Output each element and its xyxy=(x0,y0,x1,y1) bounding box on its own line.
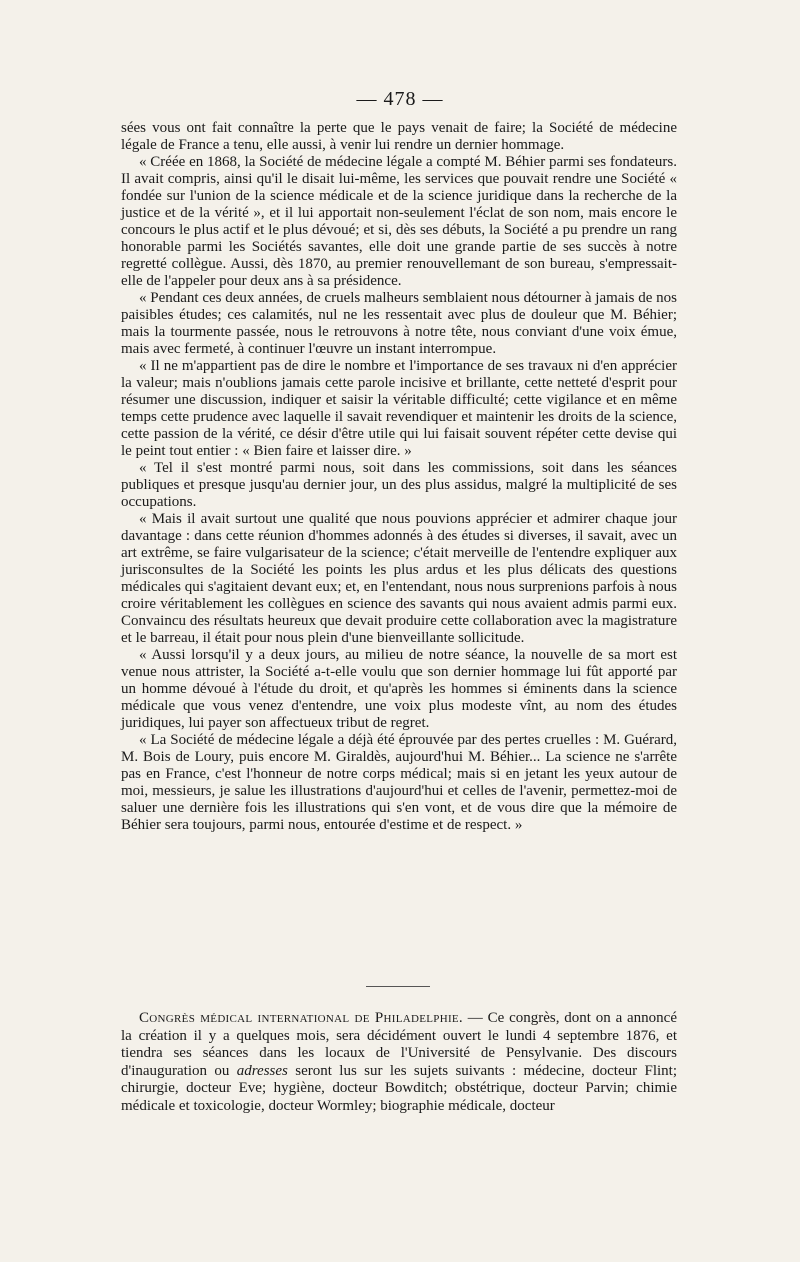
paragraph: « Tel il s'est montré parmi nous, soit dans les commissions, soit dans les séances publiques et presque jusqu'au dernier jour, un des plus assidus, malgré la multiplicité de ses occupations. xyxy=(121,460,677,510)
paragraph: « Aussi lorsqu'il y a deux jours, au milieu de notre séance, la nouvelle de sa mort est venue nous attrister, la Société a-t-elle voulu que son dernier hommage lui fût apporté par un homme dévoué à l'étude du droit, et qu'après les hommes si éminents dans la science médicale que vous venez d'entendre, une voix plus modeste vînt, au nom des études juridiques, lui payer son affectueux tribut de regret. xyxy=(121,647,677,731)
congres-heading: Congrès médical international de Philadelphie. xyxy=(139,1010,463,1026)
congres-text-before: Ce congrès, dont on a annoncé la création il y a quelques mois, sera décidément ouvert le lundi 4 septembre 1876, et tiendra ses séances dans les locaux de l'Université de Pensylvanie. Des discours d'inauguration ou xyxy=(121,1010,678,1079)
paragraph: « Pendant ces deux années, de cruels malheurs semblaient nous détourner à jamais de nos paisibles études; ces calamités, nul ne les ressentait avec plus de douleur que M. Béhier; mais la tourmente passée, nous le retrouvons à notre tête, nous conviant d'une voix émue, mais avec fermeté, à continuer l'œuvre un instant interrompue. xyxy=(121,290,677,357)
paragraph: sées vous ont fait connaître la perte que le pays venait de faire; la Société de médecine légale de France a tenu, elle aussi, à venir lui rendre un dernier hommage. xyxy=(121,120,677,153)
congres-paragraph xyxy=(121,1010,677,1115)
congres-text-after: seront lus sur les sujets suivants : médecine, docteur Flint; chirurgie, docteur Eve; hygiène, docteur Bowditch; obstétrique, docteur Parvin; chimie médicale et toxicologie, docteur Wormley; biographie médicale, docteur xyxy=(121,1062,677,1114)
page-number: — 478 — xyxy=(356,88,444,110)
paragraph: « La Société de médecine légale a déjà été éprouvée par des pertes cruelles : M. Guérard, M. Bois de Loury, puis encore M. Giraldès, aujourd'hui M. Béhier... La science ne s'arrête pas en France, c'est l'honneur de notre corps médical; mais si en jetant les yeux autour de moi, messieurs, je salue les illustrations d'aujourd'hui et celles de l'avenir, permettez-moi de saluer une dernière fois les illustrations qui s'en vont, et de vous dire que la mémoire de Béhier sera toujours, parmi nous, entourée d'estime et de respect. » xyxy=(121,732,677,833)
section-separator xyxy=(366,986,430,987)
obituary-text xyxy=(121,120,677,834)
congres-dash: — xyxy=(462,1010,488,1026)
congres-section xyxy=(121,1010,677,1115)
congres-italic: adresses xyxy=(236,1062,288,1079)
paragraph: « Il ne m'appartient pas de dire le nombre et l'importance de ses travaux ni d'en apprécier la valeur; mais n'oublions jamais cette parole incisive et brillante, cette netteté d'esprit pour résumer une discussion, indiquer et saisir la véritable difficulté; cette vigilance et en même temps cette prudence avec laquelle il savait revendiquer et maintenir les droits de la science, cette passion de la vérité, ce désir d'être utile qui lui faisait souvent répéter cette devise qui le peint tout entier : « Bien faire et laisser dire. » xyxy=(121,358,677,459)
paragraph: « Mais il avait surtout une qualité que nous pouvions apprécier et admirer chaque jour davantage : dans cette réunion d'hommes adonnés à des études si diverses, il savait, avec un art extrême, se faire vulgarisateur de la science; c'était merveille de l'entendre expliquer aux jurisconsultes de la Société les points les plus ardus et les plus délicats des questions médicales qui s'agitaient devant eux; et, en l'entendant, nous nous surprenions parfois à nous croire véritablement les collègues en science des savants qui nous avaient admis parmi eux. Convaincu des résultats heureux que devait produire cette collaboration avec la magistrature et le barreau, il était pour nous plein d'une bienveillante sollicitude. xyxy=(121,511,677,646)
paragraph: « Créée en 1868, la Société de médecine légale a compté M. Béhier parmi ses fondateurs. Il avait compris, ainsi qu'il le disait lui-même, les services que pouvait rendre une Société « fondée sur l'union de la science médicale et de la science juridique dans la recherche de la justice et de la vérité », et il lui apportait non-seulement l'éclat de son nom, mais encore le concours le plus actif et le plus dévoué; et si, dès ses débuts, la Société a pu prendre un rang honorable parmi les Sociétés savantes, elle doit une grande partie de ses succès à notre regretté collègue. Aussi, dès 1870, au premier renouvellemant de son bureau, s'empressait-elle de l'appeler pour deux ans à sa présidence. xyxy=(121,154,677,289)
